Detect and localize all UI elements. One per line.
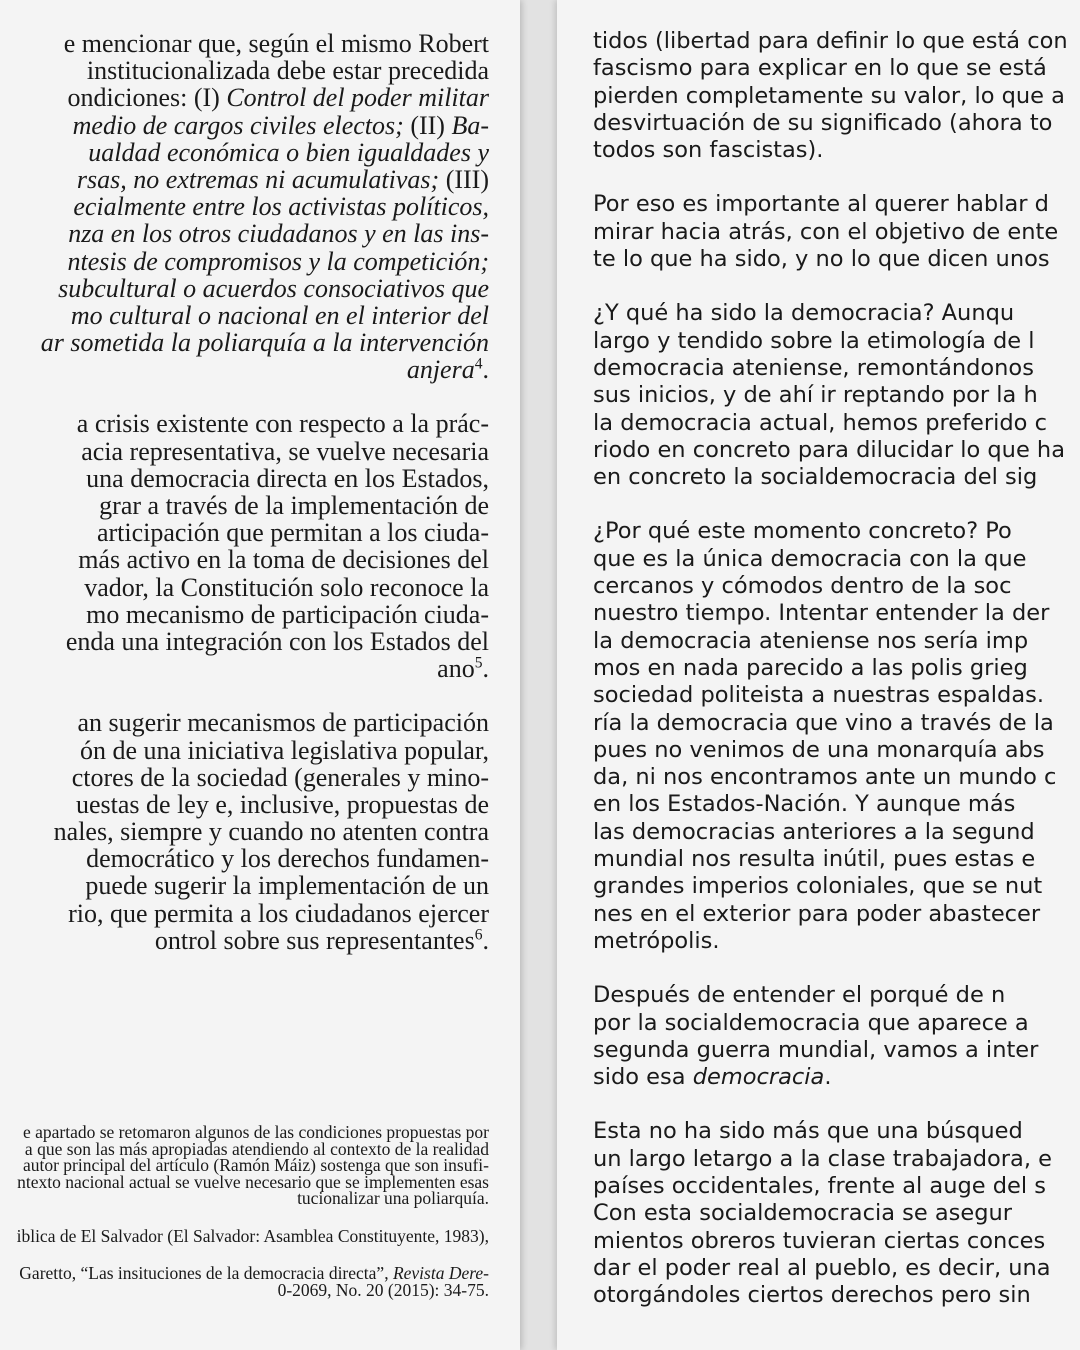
line-text: desvirtuación de su significado (ahora to <box>593 109 1053 136</box>
text-line <box>0 438 489 465</box>
text-line <box>0 220 489 247</box>
footnote-ref: 5 <box>474 654 483 672</box>
text-line <box>593 518 1080 545</box>
line-text: largo y tendido sobre la etimología de l <box>593 327 1035 354</box>
text-line <box>593 982 1080 1009</box>
line-text: Después de entender el porqué de n <box>593 982 1006 1009</box>
paragraph <box>593 28 1080 164</box>
line-text: democrático y los derechos fundamen- <box>86 844 489 874</box>
line-text: e mencionar que, según el mismo Robert <box>63 29 489 58</box>
line-text: tucionalizar una poliarquía. <box>297 1188 489 1208</box>
line-text: (II) <box>403 110 452 140</box>
right-body-text <box>593 28 1080 1336</box>
text-line <box>593 573 1080 600</box>
line-text: a crisis existente con respecto a la prác- <box>76 409 489 439</box>
line-text: Garetto, “Las insituciones de la democracia directa”, <box>19 1263 393 1283</box>
line-text: puede sugerir la implementación de un <box>85 871 489 901</box>
paragraph <box>593 191 1080 273</box>
italic-text: Revista Dere- <box>392 1263 489 1283</box>
text-line <box>0 818 489 845</box>
text-line <box>593 873 1080 900</box>
text-line <box>593 410 1080 437</box>
text-line <box>0 927 489 954</box>
line-text: enda una integración con los Estados del <box>65 626 489 656</box>
line-text: . <box>824 1064 832 1091</box>
text-line <box>0 900 489 927</box>
italic-text: mo cultural o nacional en el interior del <box>70 300 489 330</box>
right-page <box>557 0 1080 1350</box>
line-text: ctores de la sociedad (generales y mino- <box>71 762 489 792</box>
paragraph <box>0 410 489 682</box>
line-text: an sugerir mecanismos de participación <box>77 708 489 738</box>
text-line <box>0 139 489 166</box>
line-text: dar el poder real al pueblo, es decir, una <box>593 1254 1051 1281</box>
line-text: ón de una iniciativa legislativa popular, <box>79 735 489 765</box>
text-line <box>593 1173 1080 1200</box>
paragraph <box>0 709 489 954</box>
text-line <box>0 764 489 791</box>
line-text: mientos obreros tuvieran ciertas conces <box>593 1227 1046 1254</box>
text-line <box>0 84 489 111</box>
text-line <box>0 1225 489 1246</box>
line-text: institucionalizada debe estar precedida <box>86 56 489 86</box>
italic-text: ecialmente entre los activistas políticos, <box>73 192 489 222</box>
text-line <box>593 1228 1080 1255</box>
text-line <box>0 193 489 220</box>
line-text: la democracia ateniense nos sería imp <box>593 627 1029 654</box>
italic-text: Ba- <box>451 110 489 140</box>
text-line <box>0 1190 489 1207</box>
text-line <box>593 137 1080 164</box>
text-line <box>593 219 1080 246</box>
footnote <box>0 1225 489 1246</box>
line-text: ¿Por qué este momento concreto? Po <box>593 518 1012 545</box>
line-text: . <box>482 654 489 684</box>
text-line <box>593 55 1080 82</box>
text-line <box>593 710 1080 737</box>
line-text: e apartado se retomaron algunos de las condiciones propuestas por <box>22 1122 489 1142</box>
text-line <box>0 655 489 682</box>
line-text: un largo letargo a la clase trabajadora, e <box>593 1145 1052 1172</box>
paragraph <box>593 982 1080 1091</box>
line-text: da, ni nos encontramos ante un mundo c <box>593 764 1057 791</box>
text-line <box>0 546 489 573</box>
line-text: sido esa <box>593 1064 693 1091</box>
line-text: grar a través de la implementación de <box>99 491 489 520</box>
line-text: ano <box>437 654 475 684</box>
text-line <box>593 328 1080 355</box>
italic-text: medio de cargos civiles electos; <box>72 110 404 140</box>
italic-text: anjera <box>406 355 475 385</box>
text-line <box>593 819 1080 846</box>
text-line <box>0 737 489 764</box>
text-line <box>593 28 1080 55</box>
italic-text: democracia <box>692 1064 825 1091</box>
text-line <box>0 791 489 818</box>
text-line <box>593 355 1080 382</box>
text-line <box>0 356 489 383</box>
line-text: tidos (libertad para definir lo que está con <box>593 28 1068 54</box>
line-text: . <box>482 355 489 385</box>
line-text: . <box>482 925 489 955</box>
text-line <box>0 248 489 275</box>
text-line <box>0 302 489 329</box>
paragraph <box>593 1118 1080 1309</box>
text-line <box>0 275 489 302</box>
text-line <box>593 791 1080 818</box>
text-line <box>0 329 489 356</box>
paragraph <box>593 518 1080 955</box>
text-line <box>0 57 489 84</box>
line-text: pues no venimos de una monarquía abs <box>593 736 1045 763</box>
footnote-ref: 6 <box>474 926 483 944</box>
line-text: mos en nada parecido a las polis grieg <box>593 654 1028 681</box>
line-text: en concreto la socialdemocracia del sig <box>593 464 1038 491</box>
text-line <box>593 110 1080 137</box>
line-text: la democracia actual, hemos preferido c <box>593 409 1047 436</box>
text-line <box>593 191 1080 218</box>
text-line <box>593 1282 1080 1309</box>
paragraph <box>0 30 489 383</box>
line-text: ¿Y qué ha sido la democracia? Aunqu <box>593 300 1015 327</box>
line-text: riodo en concreto para dilucidar lo que ha <box>593 436 1065 463</box>
line-text: una democracia directa en los Estados, <box>86 463 489 493</box>
text-line <box>593 737 1080 764</box>
line-text: fascismo para explicar en lo que se está <box>593 55 1047 82</box>
italic-text: ntesis de compromisos y la competición; <box>67 246 489 276</box>
line-text: países occidentales, frente al auge del s <box>593 1172 1046 1199</box>
line-text: rio, que permita a los ciudadanos ejercer <box>68 898 489 928</box>
text-line <box>593 300 1080 327</box>
text-line <box>593 1118 1080 1145</box>
line-text: sus inicios, y de ahí ir reptando por la h <box>593 382 1038 409</box>
text-line <box>593 546 1080 573</box>
line-text: en los Estados-Nación. Y aunque más <box>593 791 1016 818</box>
line-text: mundial nos resulta inútil, pues estas e <box>593 846 1036 873</box>
line-text: (III) <box>439 164 489 194</box>
text-line <box>0 492 489 519</box>
text-line <box>593 846 1080 873</box>
text-line <box>0 410 489 437</box>
line-text: ría la democracia que vino a través de la <box>593 709 1054 736</box>
line-text: ntexto nacional actual se vuelve necesario que se implementen esas <box>17 1171 489 1192</box>
line-text: que es la única democracia con la que <box>593 545 1027 572</box>
line-text: las democracias anteriores a la segund <box>593 818 1035 845</box>
text-line <box>0 872 489 899</box>
line-text: uestas de ley e, inclusive, propuestas de <box>76 789 489 819</box>
line-text: mo mecanismo de participación ciuda- <box>86 599 489 629</box>
text-line <box>593 246 1080 273</box>
line-text: por la socialdemocracia que aparece a <box>593 1009 1029 1036</box>
text-line <box>593 682 1080 709</box>
line-text: todos son fascistas). <box>593 137 824 164</box>
line-text: acia representativa, se vuelve necesaria <box>81 436 489 466</box>
text-line <box>593 437 1080 464</box>
line-text: nales, siempre y cuando no atenten contra <box>53 817 489 847</box>
text-line <box>0 166 489 193</box>
line-text: 0-2069, No. 20 (2015): 34-75. <box>277 1279 489 1300</box>
left-page <box>0 0 520 1350</box>
text-line <box>593 764 1080 791</box>
italic-text: rsas, no extremas ni acumulativas; <box>76 164 440 194</box>
italic-text: ar sometida la poliarquía a la intervención <box>40 328 489 358</box>
line-text: pierden completamente su valor, lo que a <box>593 82 1065 109</box>
line-text: a que son las más apropiadas atendiendo al contexto de la realidad <box>24 1138 489 1159</box>
text-line <box>0 601 489 628</box>
line-text: mirar hacia atrás, con el objetivo de ente <box>593 218 1059 245</box>
text-line <box>0 465 489 492</box>
text-line <box>0 30 489 57</box>
left-body-text <box>0 30 489 981</box>
italic-text: subcultural o acuerdos consociativos que <box>58 273 489 303</box>
italic-text: ualdad económica o bien igualdades y <box>88 137 489 167</box>
italic-text: Control del poder militar <box>226 83 489 113</box>
footnotes <box>0 1124 489 1298</box>
line-text: autor principal del artículo (Ramón Máiz) sostenga que son insufi- <box>22 1155 489 1175</box>
line-text: grandes imperios coloniales, que se nut <box>593 873 1043 900</box>
text-line <box>0 709 489 736</box>
paragraph <box>593 300 1080 491</box>
text-line <box>0 628 489 655</box>
text-line <box>0 1279 489 1300</box>
line-text: ontrol sobre sus representantes <box>154 925 475 955</box>
line-text: Por eso es importante al querer hablar d <box>593 191 1049 218</box>
italic-text: nza en los otros ciudadanos y en las ins- <box>68 219 489 249</box>
text-line <box>593 1200 1080 1227</box>
text-line <box>593 83 1080 110</box>
line-text: ondiciones: (I) <box>67 83 227 113</box>
line-text: articipación que permitan a los ciuda- <box>96 518 489 548</box>
text-line <box>593 600 1080 627</box>
text-line <box>593 1146 1080 1173</box>
text-line <box>593 628 1080 655</box>
text-line <box>593 1064 1080 1091</box>
line-text: otorgándoles ciertos derechos pero sin <box>593 1282 1031 1309</box>
text-line <box>0 112 489 139</box>
text-line <box>593 382 1080 409</box>
line-text: iblica de El Salvador (El Salvador: Asamblea Constituyente, 1983), <box>16 1225 489 1246</box>
line-text: segunda guerra mundial, vamos a inter <box>593 1036 1039 1063</box>
line-text: sociedad politeista a nuestras espaldas. <box>593 682 1044 709</box>
text-line <box>593 928 1080 955</box>
line-text: nuestro tiempo. Intentar entender la der <box>593 600 1050 627</box>
text-line <box>593 1037 1080 1064</box>
line-text: nes en el exterior para poder abastecer <box>593 900 1041 927</box>
line-text: más activo en la toma de decisiones del <box>78 545 489 575</box>
text-line <box>593 1010 1080 1037</box>
text-line <box>0 574 489 601</box>
text-line <box>593 1255 1080 1282</box>
text-line <box>0 519 489 546</box>
line-text: Esta no ha sido más que una búsqued <box>593 1118 1023 1145</box>
line-text: metrópolis. <box>593 927 720 954</box>
footnote <box>0 1124 489 1207</box>
line-text: cercanos y cómodos dentro de la soc <box>593 573 1012 600</box>
text-line <box>0 845 489 872</box>
line-text: democracia ateniense, remontándonos <box>593 354 1034 381</box>
text-line <box>593 655 1080 682</box>
text-line <box>593 901 1080 928</box>
text-line <box>593 464 1080 491</box>
footnote <box>0 1265 489 1298</box>
line-text: te lo que ha sido, y no lo que dicen unos <box>593 246 1050 273</box>
footnote-ref: 4 <box>474 355 483 373</box>
line-text: Con esta socialdemocracia se asegur <box>593 1200 1013 1227</box>
line-text: vador, la Constitución solo reconoce la <box>84 572 489 602</box>
